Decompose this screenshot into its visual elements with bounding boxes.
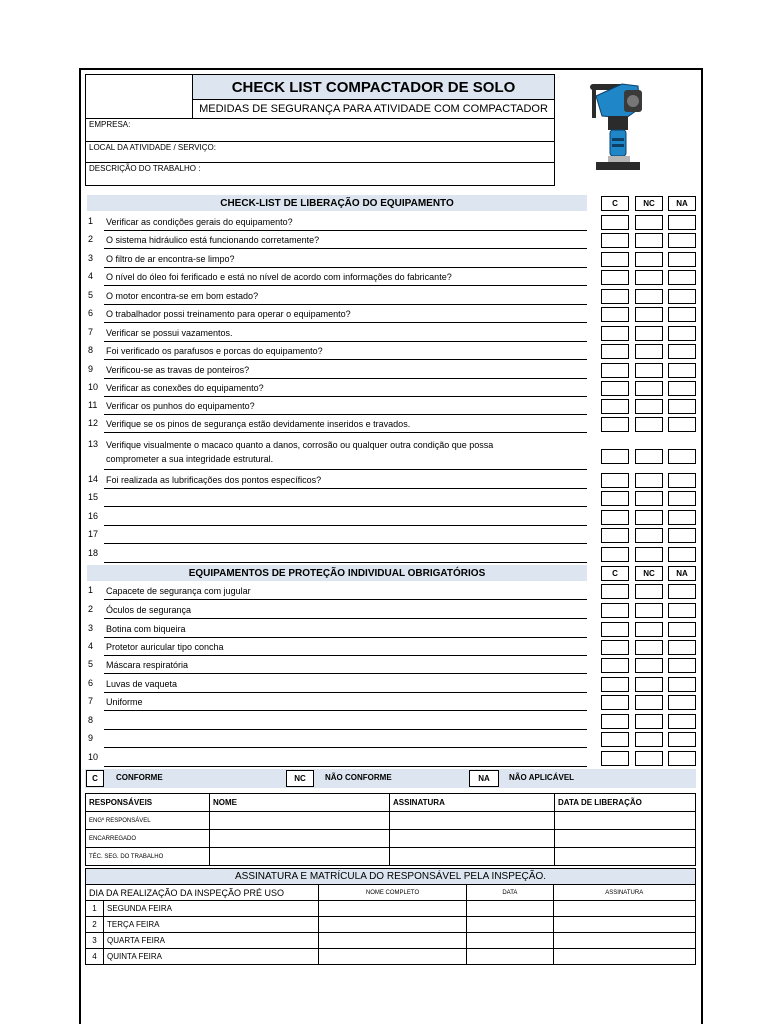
check-item-answer-line xyxy=(104,562,587,563)
epi-item-na-checkbox[interactable] xyxy=(668,751,696,766)
check-item-answer-line xyxy=(104,506,587,507)
day-number: 1 xyxy=(86,901,104,917)
epi-item-na-checkbox[interactable] xyxy=(668,695,696,710)
check-item-na-checkbox[interactable] xyxy=(668,326,696,341)
check-item-number: 14 xyxy=(88,474,99,484)
check-item-text: Verificar as conexões do equipamento? xyxy=(106,383,264,393)
legend-nc-label: NÃO CONFORME xyxy=(325,773,392,782)
epi-item-nc-checkbox[interactable] xyxy=(635,677,663,692)
check-item-nc-checkbox[interactable] xyxy=(635,399,663,414)
epi-item-number: 5 xyxy=(88,659,94,669)
day-number: 2 xyxy=(86,917,104,933)
check-item-nc-checkbox[interactable] xyxy=(635,289,663,304)
check-item-c-checkbox[interactable] xyxy=(601,528,629,543)
check-item-number: 7 xyxy=(88,327,94,337)
epi-item-c-checkbox[interactable] xyxy=(601,640,629,655)
epi-item-answer-line xyxy=(104,766,587,767)
epi-item-c-checkbox[interactable] xyxy=(601,658,629,673)
check-item-text: O motor encontra-se em bom estado? xyxy=(106,291,259,301)
epi-item-answer-line xyxy=(104,729,587,730)
check-item-nc-checkbox[interactable] xyxy=(635,233,663,248)
epi-item-text: Luvas de vaqueta xyxy=(106,679,178,689)
check-item-nc-checkbox[interactable] xyxy=(635,307,663,322)
check-item-c-checkbox[interactable] xyxy=(601,289,629,304)
check-item-number: 12 xyxy=(88,418,99,428)
check-item-na-checkbox[interactable] xyxy=(668,363,696,378)
check-item-c-checkbox[interactable] xyxy=(601,491,629,506)
legend-na-label: NÃO APLICÁVEL xyxy=(509,773,575,782)
epi-item-answer-line xyxy=(104,637,587,638)
resp-name-input[interactable] xyxy=(210,848,390,866)
col-c-header: C xyxy=(601,196,629,211)
resp-name-input[interactable] xyxy=(210,830,390,848)
epi-item-number: 3 xyxy=(88,623,94,633)
check-item-answer-line xyxy=(104,248,587,249)
check-item-na-checkbox[interactable] xyxy=(668,547,696,562)
epi-item-text: Capacete de segurança com jugular xyxy=(106,586,251,596)
epi-item-na-checkbox[interactable] xyxy=(668,584,696,599)
form-subtitle: MEDIDAS DE SEGURANÇA PARA ATIVIDADE COM COMPACTADOR xyxy=(199,103,548,115)
resp-header-name: NOME xyxy=(210,794,390,812)
check-item-number: 2 xyxy=(88,234,94,244)
day-name-input[interactable] xyxy=(318,933,466,949)
epi-item-c-checkbox[interactable] xyxy=(601,622,629,637)
epi-item-number: 9 xyxy=(88,733,94,743)
check-item-c-checkbox[interactable] xyxy=(601,344,629,359)
epi-item-na-checkbox[interactable] xyxy=(668,603,696,618)
epi-item-answer-line xyxy=(104,618,587,619)
day-label: TERÇA FEIRA xyxy=(104,917,319,933)
legend-c-box: C xyxy=(86,770,104,787)
check-item-answer-line xyxy=(104,304,587,305)
check-item-na-checkbox[interactable] xyxy=(668,289,696,304)
check-item-nc-checkbox[interactable] xyxy=(635,344,663,359)
check-item-na-checkbox[interactable] xyxy=(668,344,696,359)
check-item-text-continued: comprometer a sua integridade estrutural. xyxy=(106,454,274,464)
check-item-text: Verifique se os pinos de segurança estão devidamente inseridos e travados. xyxy=(106,419,411,429)
legend-na-box: NA xyxy=(469,770,499,787)
epi-item-number: 6 xyxy=(88,678,94,688)
col-nc-header-2: NC xyxy=(635,566,663,581)
day-name-input[interactable] xyxy=(318,901,466,917)
check-item-c-checkbox[interactable] xyxy=(601,363,629,378)
check-item-number: 11 xyxy=(88,400,98,410)
resp-role-cell: ENCARREGADO xyxy=(86,830,210,848)
check-item-nc-checkbox[interactable] xyxy=(635,252,663,267)
check-item-answer-line xyxy=(104,359,587,360)
col-na-header-2: NA xyxy=(668,566,696,581)
epi-item-answer-line xyxy=(104,673,587,674)
check-item-na-checkbox[interactable] xyxy=(668,473,696,488)
day-sign-input[interactable] xyxy=(553,901,695,917)
check-item-c-checkbox[interactable] xyxy=(601,307,629,322)
check-item-nc-checkbox[interactable] xyxy=(635,491,663,506)
day-label: QUINTA FEIRA xyxy=(104,949,319,965)
epi-item-c-checkbox[interactable] xyxy=(601,732,629,747)
check-item-text: Verificar as condições gerais do equipamento? xyxy=(106,217,293,227)
check-item-number: 9 xyxy=(88,364,94,374)
col-na-header: NA xyxy=(668,196,696,211)
resp-header-date: DATA DE LIBERAÇÃO xyxy=(555,794,696,812)
inspecao-col-day: DIA DA REALIZAÇÃO DA INSPEÇÃO PRÉ USO xyxy=(86,885,319,901)
resp-sign-input[interactable] xyxy=(390,830,555,848)
epi-item-na-checkbox[interactable] xyxy=(668,714,696,729)
check-item-c-checkbox[interactable] xyxy=(601,233,629,248)
check-item-nc-checkbox[interactable] xyxy=(635,547,663,562)
col-c-header-2: C xyxy=(601,566,629,581)
check-item-number: 1 xyxy=(88,216,94,226)
day-date-input[interactable] xyxy=(467,917,553,933)
epi-item-c-checkbox[interactable] xyxy=(601,584,629,599)
check-item-na-checkbox[interactable] xyxy=(668,449,696,464)
check-item-answer-line xyxy=(104,267,587,268)
day-number: 3 xyxy=(86,933,104,949)
day-label: QUARTA FEIRA xyxy=(104,933,319,949)
check-item-na-checkbox[interactable] xyxy=(668,381,696,396)
epi-item-nc-checkbox[interactable] xyxy=(635,622,663,637)
epi-item-number: 2 xyxy=(88,604,94,614)
section1-title: CHECK-LIST DE LIBERAÇÃO DO EQUIPAMENTO xyxy=(87,195,587,211)
legend-c-label: CONFORME xyxy=(116,773,163,782)
check-item-nc-checkbox[interactable] xyxy=(635,326,663,341)
day-date-input[interactable] xyxy=(467,949,553,965)
check-item-na-checkbox[interactable] xyxy=(668,215,696,230)
epi-item-answer-line xyxy=(104,599,587,600)
epi-item-nc-checkbox[interactable] xyxy=(635,751,663,766)
epi-item-nc-checkbox[interactable] xyxy=(635,732,663,747)
inspecao-col-date: DATA xyxy=(467,885,553,901)
check-item-na-checkbox[interactable] xyxy=(668,528,696,543)
check-item-nc-checkbox[interactable] xyxy=(635,473,663,488)
epi-item-number: 8 xyxy=(88,715,94,725)
epi-item-nc-checkbox[interactable] xyxy=(635,658,663,673)
check-item-text: Verificou-se as travas de ponteiros? xyxy=(106,365,250,375)
check-item-number: 10 xyxy=(88,382,99,392)
epi-item-text: Protetor auricular tipo concha xyxy=(106,642,224,652)
epi-item-answer-line xyxy=(104,655,587,656)
form-title: CHECK LIST COMPACTADOR DE SOLO xyxy=(193,75,554,99)
inspecao-col-sign: ASSINATURA xyxy=(553,885,695,901)
epi-item-number: 7 xyxy=(88,696,94,706)
check-item-c-checkbox[interactable] xyxy=(601,449,629,464)
check-item-answer-line xyxy=(104,341,587,342)
col-nc-header: NC xyxy=(635,196,663,211)
day-sign-input[interactable] xyxy=(553,933,695,949)
compactor-icon xyxy=(582,74,654,186)
check-item-number: 4 xyxy=(88,271,94,281)
check-item-c-checkbox[interactable] xyxy=(601,252,629,267)
day-date-input[interactable] xyxy=(467,933,553,949)
check-item-na-checkbox[interactable] xyxy=(668,270,696,285)
check-item-na-checkbox[interactable] xyxy=(668,417,696,432)
check-item-c-checkbox[interactable] xyxy=(601,381,629,396)
descricao-trabalho-field[interactable]: DESCRIÇÃO DO TRABALHO : xyxy=(89,164,201,173)
check-item-answer-line xyxy=(104,525,587,526)
day-name-input[interactable] xyxy=(318,917,466,933)
epi-item-c-checkbox[interactable] xyxy=(601,714,629,729)
check-item-number: 3 xyxy=(88,253,94,263)
epi-item-c-checkbox[interactable] xyxy=(601,751,629,766)
check-item-answer-line xyxy=(104,543,587,544)
check-item-text: Foi verificado os parafusos e porcas do equipamento? xyxy=(106,346,323,356)
resp-name-input[interactable] xyxy=(210,812,390,830)
epi-item-na-checkbox[interactable] xyxy=(668,677,696,692)
epi-item-nc-checkbox[interactable] xyxy=(635,714,663,729)
check-item-na-checkbox[interactable] xyxy=(668,399,696,414)
epi-item-c-checkbox[interactable] xyxy=(601,677,629,692)
check-item-nc-checkbox[interactable] xyxy=(635,381,663,396)
check-item-nc-checkbox[interactable] xyxy=(635,270,663,285)
check-item-number: 6 xyxy=(88,308,94,318)
check-item-text: Verifique visualmente o macaco quanto a danos, corrosão ou qualquer outra condição que possa xyxy=(106,440,494,450)
resp-date-input[interactable] xyxy=(555,848,696,866)
check-item-na-checkbox[interactable] xyxy=(668,252,696,267)
epi-item-text: Máscara respiratória xyxy=(106,660,189,670)
epi-item-na-checkbox[interactable] xyxy=(668,622,696,637)
local-atividade-field[interactable]: LOCAL DA ATIVIDADE / SERVIÇO: xyxy=(89,143,217,152)
check-item-answer-line xyxy=(104,396,587,397)
check-item-answer-line xyxy=(104,322,587,323)
epi-item-number: 10 xyxy=(88,752,99,762)
epi-item-number: 4 xyxy=(88,641,94,651)
check-item-na-checkbox[interactable] xyxy=(668,491,696,506)
check-item-text: Foi realizada as lubrificações dos pontos específicos? xyxy=(106,475,322,485)
check-item-na-checkbox[interactable] xyxy=(668,233,696,248)
inspecao-col-name: NOME COMPLETO xyxy=(318,885,466,901)
check-item-number: 13 xyxy=(88,439,99,449)
epi-item-na-checkbox[interactable] xyxy=(668,658,696,673)
day-name-input[interactable] xyxy=(318,949,466,965)
check-item-c-checkbox[interactable] xyxy=(601,326,629,341)
day-sign-input[interactable] xyxy=(553,949,695,965)
check-item-text: O filtro de ar encontra-se limpo? xyxy=(106,254,235,264)
check-item-answer-line xyxy=(104,378,587,379)
epi-item-nc-checkbox[interactable] xyxy=(635,695,663,710)
check-item-na-checkbox[interactable] xyxy=(668,307,696,322)
check-item-text: Verificar se possui vazamentos. xyxy=(106,328,233,338)
check-item-number: 17 xyxy=(88,529,99,539)
resp-role-cell: TÉC. SEG. DO TRABALHO xyxy=(86,848,210,866)
epi-item-na-checkbox[interactable] xyxy=(668,640,696,655)
epi-item-na-checkbox[interactable] xyxy=(668,732,696,747)
epi-item-nc-checkbox[interactable] xyxy=(635,603,663,618)
check-item-nc-checkbox[interactable] xyxy=(635,215,663,230)
check-item-na-checkbox[interactable] xyxy=(668,510,696,525)
epi-item-answer-line xyxy=(104,692,587,693)
inspecao-table xyxy=(85,868,696,965)
check-item-nc-checkbox[interactable] xyxy=(635,528,663,543)
resp-date-input[interactable] xyxy=(555,830,696,848)
check-item-c-checkbox[interactable] xyxy=(601,399,629,414)
check-item-nc-checkbox[interactable] xyxy=(635,363,663,378)
check-item-c-checkbox[interactable] xyxy=(601,473,629,488)
day-label: SEGUNDA FEIRA xyxy=(104,901,319,917)
epi-item-c-checkbox[interactable] xyxy=(601,603,629,618)
check-item-text: O nível do óleo foi ferificado e está no nível de acordo com informações do fabricante? xyxy=(106,272,452,282)
epi-item-number: 1 xyxy=(88,585,94,595)
responsaveis-table xyxy=(85,793,696,866)
resp-sign-input[interactable] xyxy=(390,812,555,830)
check-item-c-checkbox[interactable] xyxy=(601,417,629,432)
check-item-answer-line xyxy=(104,230,587,231)
empresa-field[interactable]: EMPRESA: xyxy=(89,120,131,129)
check-item-number: 8 xyxy=(88,345,94,355)
check-item-c-checkbox[interactable] xyxy=(601,547,629,562)
resp-date-input[interactable] xyxy=(555,812,696,830)
check-item-number: 5 xyxy=(88,290,94,300)
resp-role-cell: ENGº RESPONSÁVEL xyxy=(86,812,210,830)
epi-item-text: Botina com biqueira xyxy=(106,624,186,634)
check-item-nc-checkbox[interactable] xyxy=(635,417,663,432)
check-item-number: 16 xyxy=(88,511,99,521)
check-item-text: Verificar os punhos do equipamento? xyxy=(106,401,255,411)
epi-item-text: Uniforme xyxy=(106,697,143,707)
resp-header-sign: ASSINATURA xyxy=(390,794,555,812)
legend-nc-box: NC xyxy=(286,770,314,787)
check-item-answer-line xyxy=(104,432,587,433)
check-item-c-checkbox[interactable] xyxy=(601,215,629,230)
epi-item-nc-checkbox[interactable] xyxy=(635,584,663,599)
epi-item-answer-line xyxy=(104,710,587,711)
check-item-number: 15 xyxy=(88,492,99,502)
check-item-c-checkbox[interactable] xyxy=(601,510,629,525)
day-date-input[interactable] xyxy=(467,901,553,917)
check-item-nc-checkbox[interactable] xyxy=(635,510,663,525)
check-item-nc-checkbox[interactable] xyxy=(635,449,663,464)
resp-header-role: RESPONSÁVEIS xyxy=(86,794,210,812)
check-item-text: O trabalhador possi treinamento para operar o equipamento? xyxy=(106,309,351,319)
check-item-c-checkbox[interactable] xyxy=(601,270,629,285)
check-item-answer-line xyxy=(104,469,587,470)
epi-item-nc-checkbox[interactable] xyxy=(635,640,663,655)
check-item-answer-line xyxy=(104,488,587,489)
resp-sign-input[interactable] xyxy=(390,848,555,866)
check-item-text: O sistema hidráulico está funcionando corretamente? xyxy=(106,235,320,245)
check-item-answer-line xyxy=(104,414,587,415)
epi-item-answer-line xyxy=(104,747,587,748)
epi-item-text: Óculos de segurança xyxy=(106,605,192,615)
inspecao-title: ASSINATURA E MATRÍCULA DO RESPONSÁVEL PELA INSPEÇÃO. xyxy=(86,869,696,885)
section2-title: EQUIPAMENTOS DE PROTEÇÃO INDIVIDUAL OBRIGATÓRIOS xyxy=(87,565,587,581)
epi-item-c-checkbox[interactable] xyxy=(601,695,629,710)
check-item-answer-line xyxy=(104,285,587,286)
day-sign-input[interactable] xyxy=(553,917,695,933)
check-item-number: 18 xyxy=(88,548,99,558)
day-number: 4 xyxy=(86,949,104,965)
